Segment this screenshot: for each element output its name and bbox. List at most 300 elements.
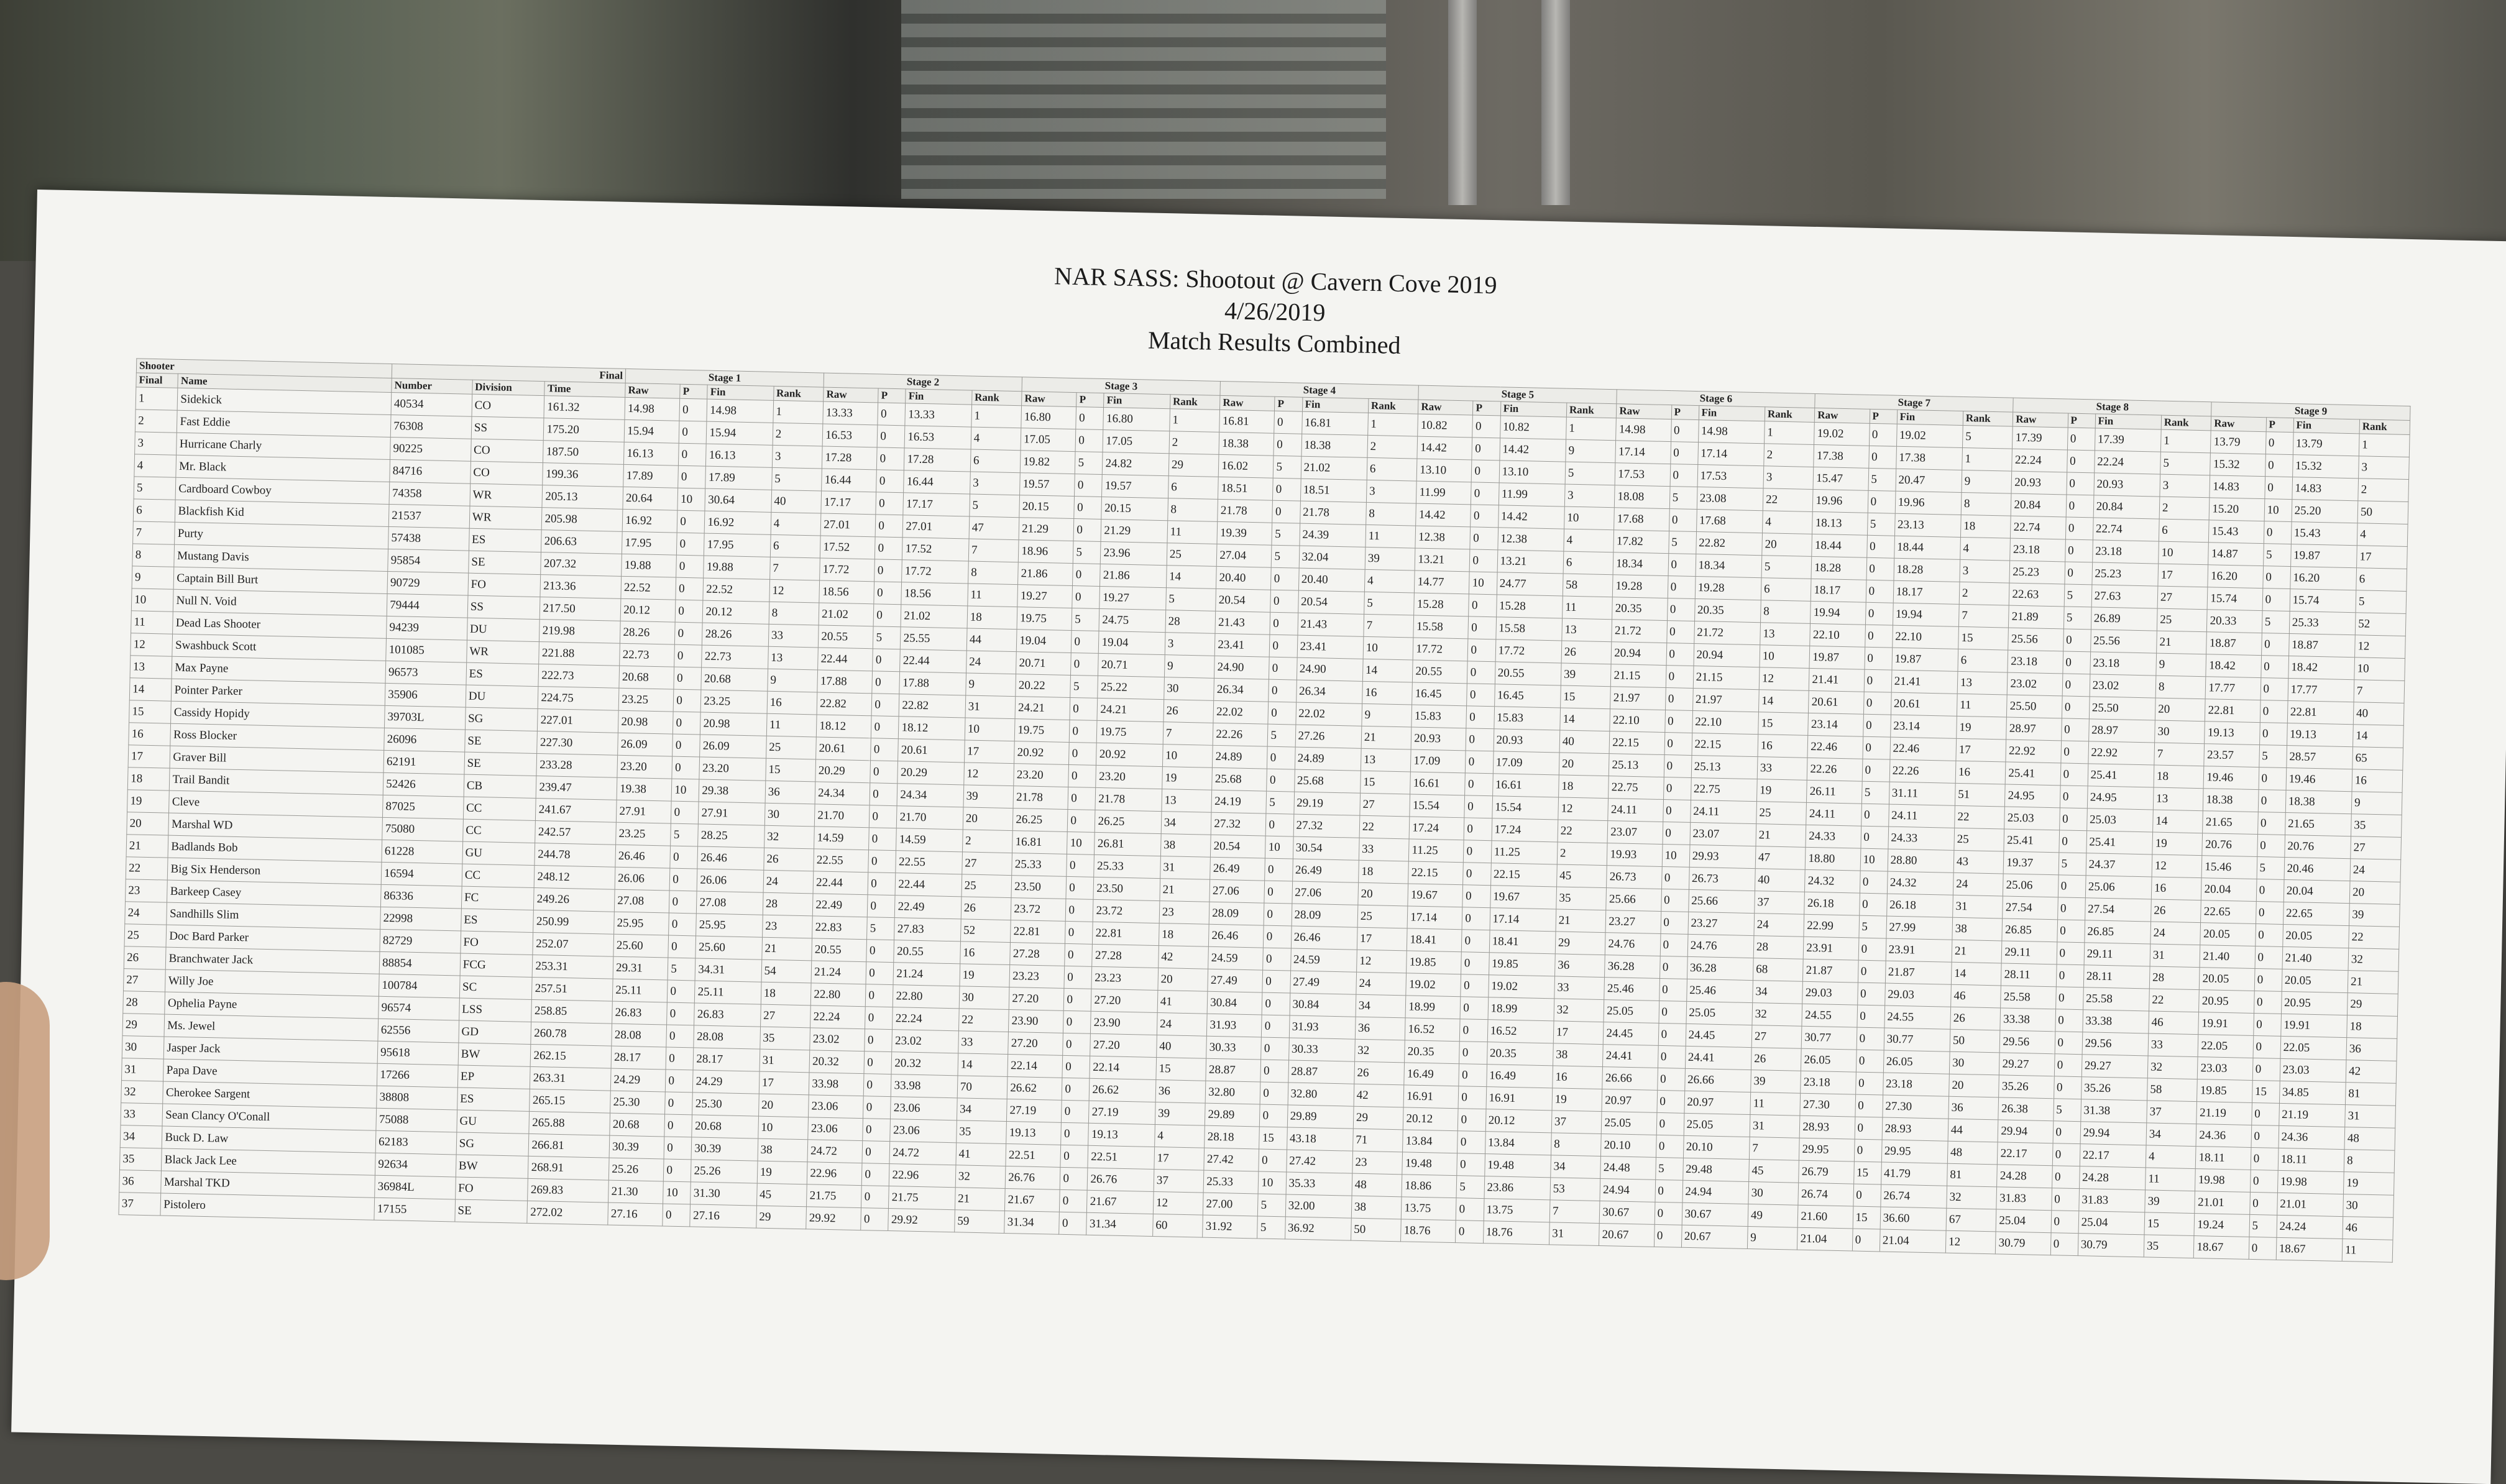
table-cell: 6 [1761,578,1811,602]
table-cell: 25.68 [1212,767,1267,791]
table-cell: 18.28 [1894,558,1960,582]
table-cell: 18.87 [2206,632,2262,656]
table-cell: 17.05 [1103,430,1170,454]
table-cell: 22.17 [1998,1142,2053,1166]
table-cell: 0 [878,403,906,426]
table-cell: 36.28 [1605,955,1660,979]
table-cell: 10 [2354,657,2405,681]
table-cell: 26 [124,946,166,969]
table-cell: 67 [1946,1208,1996,1232]
table-cell: 18 [127,767,170,790]
table-cell: 5 [2257,857,2285,880]
table-cell: 27.49 [1290,971,1356,994]
table-cell: 0 [1067,854,1095,877]
table-cell: 0 [2054,1076,2081,1099]
table-cell: 34 [1356,994,1406,1018]
table-cell: Purty [175,522,388,549]
table-cell: BW [458,1043,531,1066]
table-cell: 1 [773,400,824,424]
table-cell: 0 [1264,881,1292,904]
table-cell: 0 [1858,960,1886,983]
table-cell: 70 [957,1076,1007,1099]
table-cell: 32 [764,825,814,849]
table-cell: 34 [1161,812,1211,835]
table-cell: 23.72 [1011,898,1066,922]
table-cell: 19 [1162,767,1213,790]
table-cell: 5 [2064,584,2092,607]
table-cell: 0 [1655,1202,1682,1225]
table-cell: 21.40 [2200,945,2255,969]
table-cell: 31.93 [1207,1014,1262,1037]
table-cell: 68 [1753,958,1803,982]
table-cell: 0 [1274,411,1302,434]
table-cell: 18.41 [1407,928,1462,952]
column-header: Rank [773,386,824,401]
table-cell: 0 [1262,970,1290,993]
table-cell: 10 [677,488,705,511]
table-cell: 24.89 [1213,745,1268,769]
table-cell: 33 [1359,838,1409,861]
table-cell: 17.24 [1409,817,1464,840]
table-cell: 23.20 [617,755,672,779]
table-cell: 11.25 [1491,841,1558,864]
table-cell: 0 [2252,1058,2280,1081]
table-cell: 15 [1560,685,1610,709]
table-cell: 13 [1957,671,2008,695]
table-cell: 0 [2262,566,2290,589]
table-cell: 71 [1352,1129,1403,1152]
table-cell: Papa Dave [163,1059,377,1086]
table-cell: 10.82 [1418,414,1473,437]
table-cell: 30.67 [1682,1202,1748,1226]
table-cell: 40 [1755,869,1805,892]
table-cell: 0 [1075,474,1103,497]
table-cell: BW [456,1155,528,1178]
table-cell: 13.84 [1485,1132,1551,1155]
table-cell: 0 [1068,764,1096,787]
table-cell: 28 [1165,610,1216,634]
table-cell: 20 [1358,882,1408,906]
table-cell: 20.93 [1411,727,1466,751]
table-cell: 24.90 [1297,657,1363,681]
table-cell: 0 [1861,804,1889,827]
table-cell: 10 [965,718,1015,741]
table-cell: 0 [1260,1104,1288,1127]
table-cell: 25 [766,736,816,759]
table-cell: 28.97 [2088,719,2155,743]
column-header: Raw [1022,392,1077,407]
table-cell: 227.01 [538,709,618,733]
table-cell: 0 [1856,1050,1884,1073]
table-cell: 0 [1267,769,1295,792]
table-cell: 205.98 [542,508,623,532]
table-cell: 17.39 [2013,426,2068,450]
table-cell: 38 [1160,834,1211,858]
table-cell: 18.13 [1812,511,1868,535]
table-cell: 40 [1156,1035,1206,1059]
table-cell: 0 [1656,1112,1684,1135]
table-cell: SE [468,551,541,574]
table-cell: 18 [2347,1015,2398,1039]
table-cell: DU [467,618,539,641]
table-cell: 40 [2353,702,2404,726]
table-cell: 25.33 [1203,1170,1259,1194]
table-cell: 25.58 [2083,987,2149,1011]
table-cell: 20.35 [1694,598,1761,622]
table-cell: 0 [2061,718,2089,741]
table-cell: 31 [1953,895,2003,918]
table-cell: 26.79 [1799,1160,1854,1184]
table-cell: 0 [1469,594,1497,617]
table-cell: 23.50 [1011,876,1067,899]
table-cell: 0 [2260,700,2288,723]
table-cell: 24 [125,902,167,925]
table-cell: 20.47 [1896,469,1962,492]
table-cell: 5 [1962,425,2013,449]
table-cell: 17 [1357,927,1407,951]
table-cell: 21.87 [1803,959,1858,982]
table-cell: 35.26 [1999,1075,2054,1099]
table-cell: 4 [1564,529,1614,552]
table-cell: 0 [674,667,702,690]
table-cell: 17.24 [1492,818,1558,842]
table-cell: 29.56 [1999,1030,2055,1054]
table-cell: 16.44 [822,469,877,492]
table-cell: 0 [873,604,901,627]
table-cell: 20.33 [2207,610,2262,633]
table-cell: 0 [1060,1167,1088,1190]
table-cell: 20.84 [2093,495,2160,519]
table-cell: Blackfish Kid [175,500,389,526]
table-cell: 5 [1258,1194,1286,1217]
table-cell: Pistolero [160,1193,374,1220]
table-cell: CO [470,461,543,485]
table-cell: 0 [1468,639,1496,662]
table-cell: 54 [761,960,812,983]
table-cell: 18.87 [2288,634,2355,657]
table-cell: 0 [1666,621,1694,644]
table-cell: 5 [1070,675,1098,698]
table-cell: Swashbuck Scott [172,634,386,661]
table-cell: 0 [1071,653,1099,676]
table-cell: 29.92 [888,1209,955,1232]
table-cell: 20 [1559,753,1609,776]
table-cell: 43 [1953,850,2004,874]
table-cell: 22.55 [814,849,869,873]
table-cell: 11 [131,611,173,634]
table-cell: 0 [2067,450,2095,473]
table-cell: 9 [1164,655,1214,679]
table-cell: 23.14 [1808,713,1863,736]
table-cell: 13.79 [2211,431,2266,454]
table-cell: 0 [1456,1198,1484,1221]
table-cell: 27.54 [2003,896,2058,920]
table-cell: 23 [762,915,812,938]
table-cell: 36 [1948,1096,1999,1120]
table-cell: 12 [1945,1230,1996,1254]
table-cell: 23.02 [2008,672,2063,696]
table-cell: 25.56 [2090,630,2157,653]
table-cell: 25.41 [2006,762,2061,786]
table-cell: 26 [1561,641,1612,664]
table-cell: 24.55 [1802,1004,1857,1027]
table-cell: 28.09 [1292,904,1358,927]
table-cell: 0 [2062,651,2090,674]
table-cell: 17.72 [820,558,875,582]
table-cell: 5 [1266,791,1294,814]
table-cell: 239.47 [536,776,617,800]
table-cell: 31.92 [1203,1215,1258,1239]
table-cell: 28.25 [698,824,764,848]
table-cell: 3 [970,472,1020,495]
table-cell: 27.32 [1211,812,1266,836]
table-cell: 27.91 [699,802,765,825]
table-cell: 5 [1861,781,1889,804]
table-cell: CO [470,439,543,462]
table-cell: 21.24 [893,963,960,986]
table-cell: 1 [1962,447,2013,471]
table-cell: 23.20 [1014,764,1069,787]
table-cell: 0 [1260,1082,1288,1105]
table-cell: 5 [1272,523,1300,546]
table-cell: 32 [1752,1003,1802,1027]
table-cell: 25.33 [2289,611,2356,635]
table-cell: 31.11 [1889,782,1955,805]
table-cell: 14.98 [707,399,773,423]
table-cell: 0 [862,1141,890,1164]
table-cell: 0 [2251,1102,2279,1125]
table-cell: 26 [961,897,1011,920]
table-cell: 20.61 [816,737,871,761]
table-cell: 0 [1267,746,1295,769]
table-cell: 23.06 [808,1117,863,1141]
table-cell: 0 [865,1029,893,1052]
table-cell: 207.32 [541,552,622,577]
table-cell: 22.15 [1490,863,1557,887]
table-cell: 40 [771,490,822,513]
table-cell: 88854 [379,951,460,976]
table-cell: 5 [1257,1216,1285,1239]
table-cell: 10 [1662,844,1690,867]
table-cell: 15.28 [1414,593,1469,616]
table-cell: 12 [964,763,1014,786]
table-cell: 6 [2159,519,2209,543]
table-cell: 19.91 [2198,1012,2254,1036]
table-cell: 0 [1865,602,1893,625]
table-cell: 18.80 [1806,847,1861,871]
table-cell: 29 [1353,1106,1403,1130]
table-cell: 26.46 [697,846,764,870]
table-cell: 18.17 [1811,579,1866,602]
table-cell: 20.97 [1684,1091,1751,1114]
table-cell: 7 [1958,604,2009,628]
table-cell: 0 [1857,1027,1884,1050]
column-header: Fin [2293,418,2360,434]
table-cell: 5 [1867,513,1895,536]
table-cell: 17.05 [1021,428,1076,452]
table-cell: 22.46 [1890,737,1957,761]
table-cell: 7 [2354,680,2405,703]
table-cell: 0 [1671,419,1699,442]
table-cell: 14.87 [2208,543,2264,566]
table-cell: 33 [121,1103,163,1126]
table-cell: 27.20 [1091,989,1158,1012]
table-cell: 5 [1075,452,1103,475]
table-cell: 0 [1660,911,1688,934]
table-cell: 21.30 [608,1180,664,1204]
table-cell: 12 [131,633,173,656]
table-cell: 25 [962,874,1012,898]
table-cell: SG [465,707,538,731]
document-subtitle: Match Results Combined [1147,326,1402,359]
table-cell: 20.29 [897,761,964,785]
table-cell: 0 [1666,643,1694,666]
table-cell: 213.36 [540,575,621,599]
table-cell: 87025 [383,795,464,819]
table-cell: 21.24 [811,961,866,984]
table-cell: 0 [2057,920,2085,943]
table-cell: 25.05 [1604,1000,1659,1024]
table-cell: 30 [959,986,1009,1010]
table-cell: 20.55 [1413,660,1468,684]
table-cell: 17.39 [2095,428,2161,452]
table-cell: 0 [1472,415,1500,438]
table-cell: 0 [2055,987,2083,1010]
table-cell: 19.38 [617,777,672,801]
table-cell: 17.89 [623,464,679,488]
table-cell: 0 [868,873,896,895]
table-cell: 0 [2050,1233,2078,1256]
table-cell: 0 [1066,876,1094,899]
document-title: NAR SASS: Shootout @ Cavern Cove 2019 [1053,262,1497,300]
table-cell: 20.10 [1601,1134,1656,1158]
table-cell: 94239 [387,616,467,640]
table-cell: 38 [1553,1043,1603,1067]
column-header: Fin [1104,393,1170,409]
table-cell: 0 [1062,1078,1090,1101]
table-cell: 17.14 [1407,906,1462,930]
table-cell: 22.17 [2080,1144,2146,1168]
table-cell: 2 [1764,444,1814,467]
table-cell: 19.48 [1402,1152,1457,1176]
table-cell: 15.54 [1492,796,1558,820]
table-cell: 36 [2346,1038,2397,1061]
table-cell: 10 [1363,636,1413,660]
table-cell: 19.98 [2277,1170,2344,1194]
table-cell: 0 [1853,1184,1881,1207]
table-cell: 18.34 [1613,552,1668,576]
table-cell: 31.38 [2080,1099,2147,1123]
table-cell: 19.13 [1088,1123,1155,1147]
table-cell: 0 [2054,1054,2082,1077]
table-cell: 17.09 [1493,751,1559,775]
table-cell: 22 [2149,989,2200,1012]
table-cell: 0 [2055,1009,2083,1032]
table-cell: 16.61 [1492,774,1559,797]
table-cell: 0 [1658,1001,1686,1024]
table-cell: 19.87 [1809,646,1865,669]
table-cell: 29.38 [699,779,766,803]
table-cell: 0 [1460,1019,1488,1042]
table-cell: 19.82 [1021,451,1076,474]
table-cell: 20.32 [891,1052,958,1076]
table-cell: 18.42 [2288,656,2354,680]
table-cell: 21 [762,937,812,961]
table-cell: 18 [1358,860,1408,884]
table-cell: 21.43 [1215,611,1270,634]
table-cell: 47 [969,516,1019,540]
table-cell: 18.51 [1218,477,1274,500]
table-cell: 24.94 [1682,1180,1749,1204]
table-cell: 4 [971,427,1021,451]
table-cell: WR [469,506,542,529]
table-cell: 3 [1366,480,1416,503]
table-cell: 0 [666,1069,694,1092]
table-cell: 10 [1860,848,1888,871]
table-cell: 40 [1559,730,1610,754]
table-cell: 27.06 [1292,881,1358,905]
table-cell: 0 [875,537,903,560]
table-cell: 23.02 [892,1030,958,1053]
table-cell: 33.98 [891,1074,958,1098]
table-cell: 39 [1155,1102,1205,1125]
table-cell: 26 [1751,1048,1801,1071]
table-cell: 48 [1352,1173,1402,1197]
table-cell: 5 [1456,1176,1484,1199]
table-cell: 21.72 [1612,620,1667,643]
table-cell: 14.77 [1415,570,1470,594]
table-cell: 21.67 [1005,1188,1060,1212]
table-cell: 0 [1268,702,1296,725]
table-cell: 18.86 [1402,1175,1457,1198]
table-cell: 0 [2261,633,2289,656]
table-cell: 0 [1065,943,1093,966]
table-cell: 7 [968,539,1019,562]
table-cell: 23.07 [1607,821,1663,845]
hand-holding-sheet [0,982,50,1280]
table-cell: 0 [679,398,707,421]
table-cell: 22.52 [621,576,676,600]
table-cell: 23.50 [1093,877,1160,900]
table-cell: 21.41 [1891,670,1958,694]
table-cell: 26.09 [700,735,766,758]
table-cell: 60 [1152,1214,1203,1237]
table-cell: 20.71 [1098,653,1165,677]
table-cell: 15.20 [2210,498,2265,521]
table-cell: 24.33 [1888,827,1955,850]
table-cell: 0 [1471,482,1499,505]
table-cell: 29 [1168,454,1219,477]
table-cell: 28.93 [1882,1117,1948,1141]
table-cell: 21.70 [897,806,963,830]
table-cell: 0 [2254,968,2282,991]
table-cell: 29.95 [1799,1138,1855,1161]
table-cell: 27.30 [1800,1093,1855,1117]
table-cell: 15.28 [1496,595,1563,618]
document-date: 4/26/2019 [1224,296,1326,327]
table-cell: 23.41 [1297,635,1364,659]
table-cell: 25.60 [613,934,669,958]
table-cell: 13.75 [1402,1197,1457,1221]
table-cell: 17.52 [820,536,876,559]
table-cell: 14.98 [1616,418,1671,442]
table-cell: 2 [1169,431,1219,455]
table-cell: 161.32 [544,396,625,420]
table-cell: 17.17 [821,491,876,515]
table-cell: 16.81 [1301,411,1368,435]
table-cell: 21.04 [1797,1227,1853,1251]
table-cell: 21 [1756,824,1806,848]
